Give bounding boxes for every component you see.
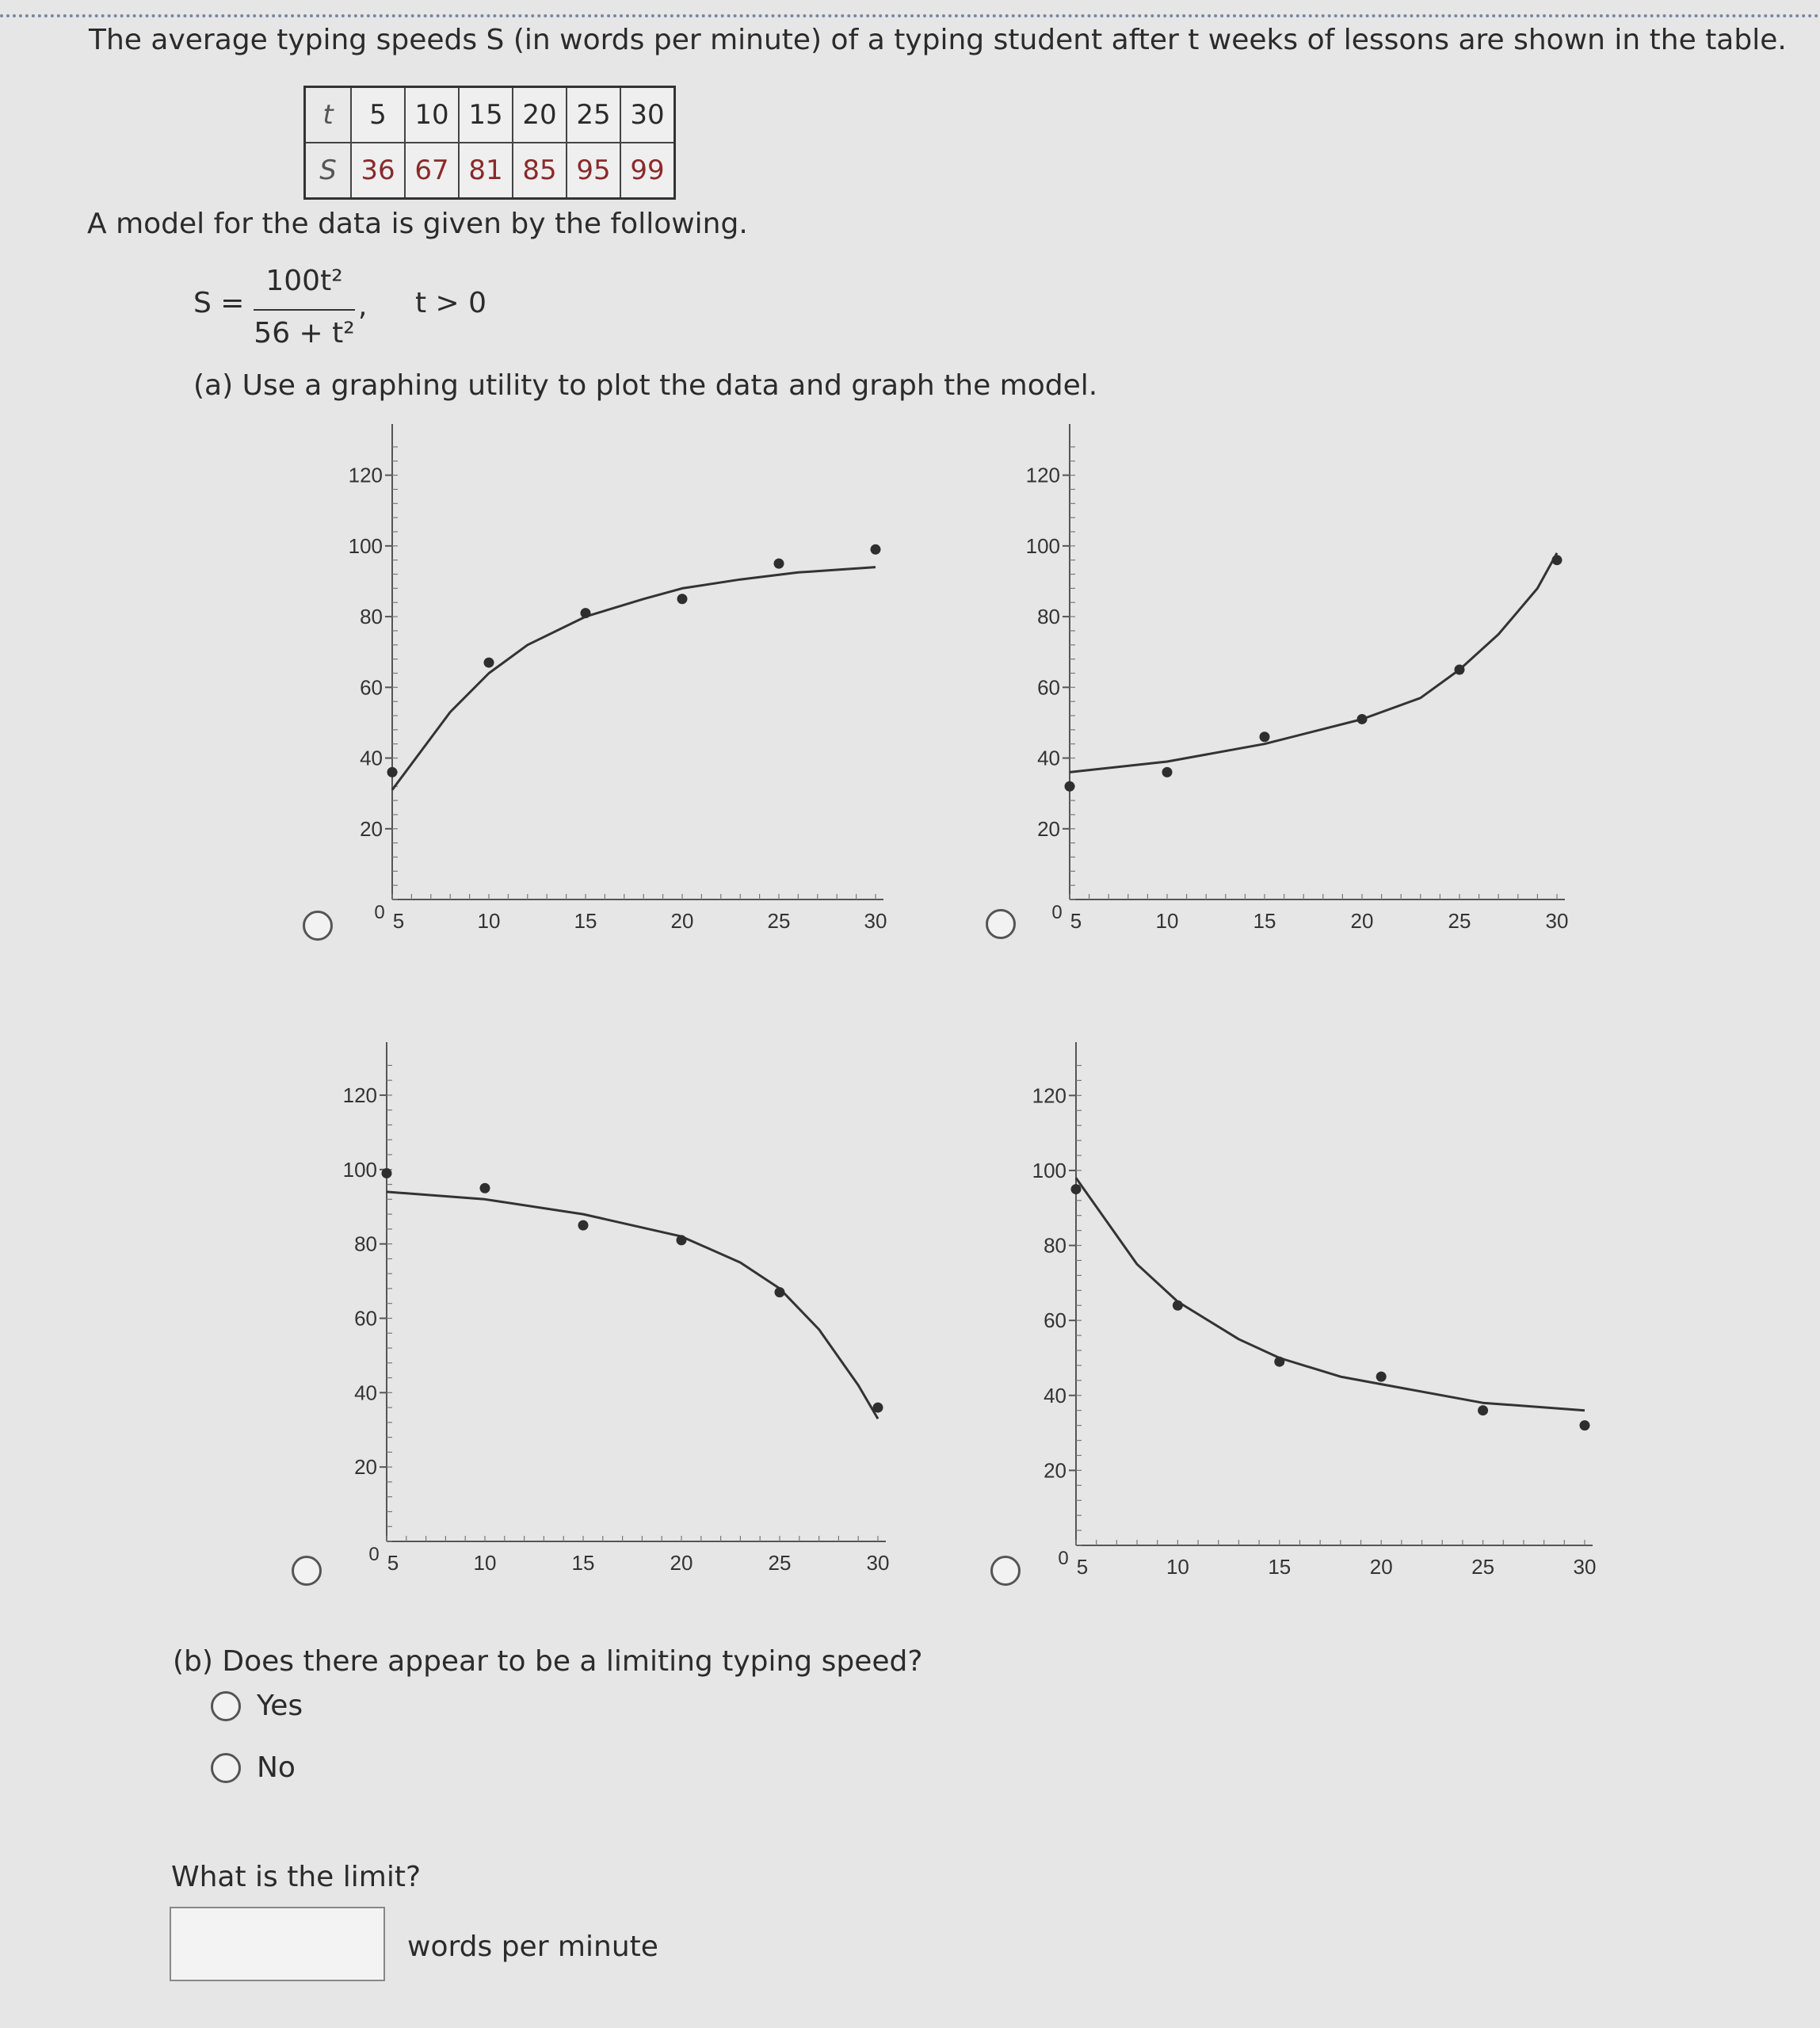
t-value: 30 — [620, 87, 675, 143]
x-tick-label: 30 — [866, 1551, 890, 1575]
graph-option-1 — [301, 412, 935, 951]
s-value: 95 — [567, 143, 620, 199]
yes-label: Yes — [257, 1690, 303, 1722]
top-dotted-divider — [0, 14, 1820, 17]
data-point — [1478, 1405, 1488, 1415]
no-radio[interactable] — [211, 1753, 241, 1783]
x-tick-label: 20 — [1369, 1555, 1393, 1579]
x-tick-label: 30 — [1573, 1555, 1597, 1579]
data-point — [382, 1168, 392, 1178]
t-row — [305, 87, 675, 143]
y-tick-label: 80 — [1037, 605, 1060, 629]
y-tick-label: 60 — [354, 1306, 377, 1331]
data-point — [480, 1183, 490, 1194]
x-tick-label: 20 — [670, 1551, 693, 1575]
model-curve — [1070, 553, 1557, 773]
x-tick-label: 25 — [767, 909, 791, 933]
x-tick-label: 30 — [864, 909, 887, 933]
y-tick-label: 60 — [360, 675, 383, 700]
x-tick-label: 15 — [571, 1551, 595, 1575]
data-point — [873, 1403, 883, 1413]
origin-label: 0 — [374, 902, 385, 923]
origin-label: 0 — [1051, 902, 1063, 923]
y-tick-label: 100 — [348, 533, 383, 558]
x-tick-label: 25 — [1448, 909, 1471, 933]
data-point — [1274, 1357, 1284, 1367]
data-point — [1455, 665, 1465, 675]
y-tick-label: 40 — [354, 1381, 377, 1405]
data-point — [484, 658, 494, 668]
x-tick-label: 15 — [574, 909, 597, 933]
y-tick-label: 100 — [1025, 533, 1060, 558]
data-point — [677, 594, 688, 604]
x-tick-label: 20 — [1350, 909, 1374, 933]
y-tick-label: 120 — [342, 1083, 377, 1107]
s-row — [305, 143, 675, 199]
y-tick-label: 40 — [1037, 746, 1060, 770]
graph-option-2 — [975, 412, 1608, 951]
data-point — [387, 767, 398, 777]
x-tick-label: 15 — [1253, 909, 1276, 933]
data-point — [581, 608, 591, 618]
graph-option-4 — [975, 1034, 1608, 1589]
part-b-prompt: (b) Does there appear to be a limiting typing speed? — [173, 1645, 923, 1678]
s-value: 81 — [459, 143, 513, 199]
y-tick-label: 20 — [360, 816, 383, 841]
x-tick-label: 10 — [1155, 909, 1179, 933]
unit-label: words per minute — [407, 1931, 658, 1963]
data-point — [1260, 731, 1270, 742]
formula-lhs: S = — [193, 287, 245, 319]
y-tick-label: 40 — [360, 746, 383, 770]
graph-option-3 — [301, 1034, 935, 1589]
y-tick-label: 40 — [1044, 1383, 1066, 1407]
graph-option-1-radio[interactable] — [303, 911, 333, 941]
model-intro: A model for the data is given by the following. — [87, 208, 748, 240]
data-table — [303, 86, 676, 200]
formula-comma: , — [358, 290, 368, 323]
y-tick-label: 80 — [354, 1232, 377, 1256]
t-value: 20 — [513, 87, 567, 143]
fraction-bar — [254, 309, 355, 311]
data-point — [1173, 1300, 1183, 1311]
problem-intro: The average typing speeds S (in words per minute) of a typing student after t weeks of lessons are shown in the table. — [89, 24, 1787, 56]
model-curve — [1076, 1178, 1585, 1410]
data-point — [1065, 781, 1075, 792]
t-value: 10 — [405, 87, 459, 143]
y-tick-label: 20 — [1044, 1458, 1066, 1483]
y-tick-label: 100 — [1032, 1158, 1066, 1182]
formula-condition: t > 0 — [415, 287, 487, 319]
data-point — [1580, 1420, 1590, 1430]
data-point — [1357, 714, 1368, 724]
origin-label: 0 — [368, 1544, 380, 1565]
graph-option-2-radio[interactable] — [986, 909, 1016, 939]
x-tick-label: 5 — [1070, 909, 1082, 933]
t-value: 15 — [459, 87, 513, 143]
y-tick-label: 60 — [1037, 675, 1060, 700]
graph-option-4-radio[interactable] — [990, 1556, 1021, 1586]
x-tick-label: 10 — [473, 1551, 497, 1575]
model-curve — [392, 567, 876, 790]
y-tick-label: 120 — [348, 463, 383, 487]
y-tick-label: 80 — [1044, 1233, 1066, 1258]
data-point — [1162, 767, 1173, 777]
data-point — [1552, 555, 1562, 565]
formula-denominator: 56 + t² — [254, 317, 355, 349]
data-point — [871, 544, 881, 555]
y-tick-label: 120 — [1032, 1083, 1066, 1108]
data-point — [774, 559, 784, 569]
no-label: No — [257, 1751, 296, 1784]
y-tick-label: 80 — [360, 605, 383, 629]
x-tick-label: 20 — [670, 909, 694, 933]
limit-prompt: What is the limit? — [171, 1861, 422, 1893]
x-tick-label: 25 — [1471, 1555, 1495, 1579]
graph-option-3-radio[interactable] — [292, 1556, 322, 1586]
t-value: 5 — [351, 87, 405, 143]
formula-numerator: 100t² — [265, 265, 343, 297]
s-value: 67 — [405, 143, 459, 199]
x-tick-label: 15 — [1268, 1555, 1292, 1579]
data-point — [677, 1235, 687, 1245]
part-a-prompt: (a) Use a graphing utility to plot the data and graph the model. — [193, 369, 1098, 402]
model-curve — [387, 1192, 878, 1419]
s-value: 36 — [351, 143, 405, 199]
y-tick-label: 60 — [1044, 1308, 1066, 1333]
origin-label: 0 — [1058, 1548, 1069, 1569]
t-header: t — [305, 87, 352, 143]
x-tick-label: 10 — [477, 909, 501, 933]
y-tick-label: 20 — [354, 1455, 377, 1480]
x-tick-label: 5 — [1076, 1555, 1089, 1579]
y-tick-label: 120 — [1025, 463, 1060, 487]
y-tick-label: 20 — [1037, 816, 1060, 841]
x-tick-label: 5 — [392, 909, 405, 933]
y-tick-label: 100 — [342, 1157, 377, 1182]
x-tick-label: 10 — [1166, 1555, 1189, 1579]
x-tick-label: 25 — [768, 1551, 792, 1575]
s-header: S — [305, 143, 352, 199]
data-point — [1071, 1184, 1082, 1194]
x-tick-label: 5 — [387, 1551, 399, 1575]
s-value: 85 — [513, 143, 567, 199]
data-point — [1376, 1372, 1387, 1382]
x-tick-label: 30 — [1545, 909, 1569, 933]
data-point — [775, 1287, 785, 1297]
t-value: 25 — [567, 87, 620, 143]
limit-answer-input[interactable] — [170, 1907, 385, 1981]
yes-radio[interactable] — [211, 1691, 241, 1721]
data-point — [578, 1220, 589, 1231]
s-value: 99 — [620, 143, 675, 199]
